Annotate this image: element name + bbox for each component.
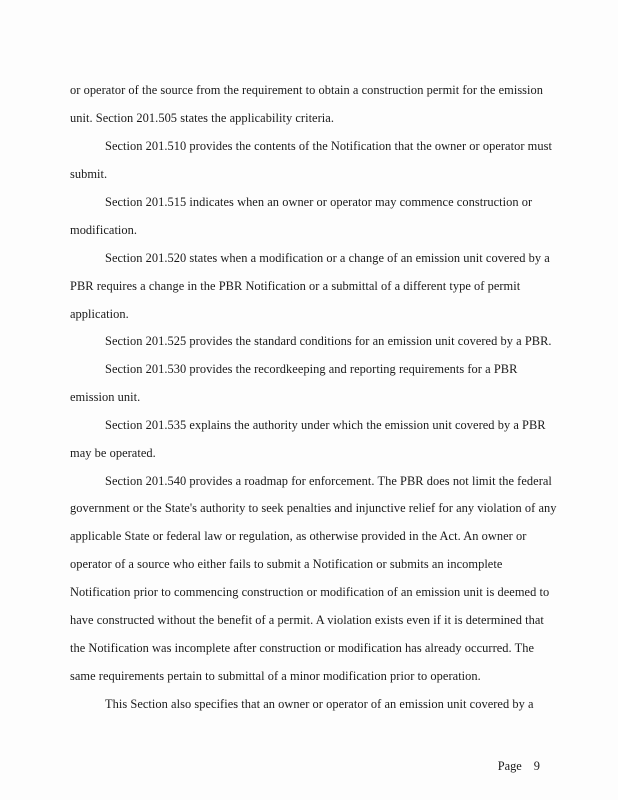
page-number: 9 <box>533 759 540 773</box>
text-line: Section 201.515 indicates when an owner or operator may commence construction or <box>105 195 533 209</box>
page-footer <box>498 759 540 774</box>
text-line: or operator of the source from the requirement to obtain a construction permit for the emission <box>70 83 544 97</box>
text-line: the Notification was incomplete after construction or modification has already occurred. The <box>70 641 535 655</box>
text-line: government or the State's authority to seek penalties and injunctive relief for any violation of any <box>70 501 557 515</box>
text-line: Section 201.530 provides the recordkeeping and reporting requirements for a PBR <box>105 362 518 376</box>
text-line: This Section also specifies that an owner or operator of an emission unit covered by a <box>105 697 534 711</box>
text-line: Section 201.510 provides the contents of the Notification that the owner or operator must <box>105 139 552 153</box>
text-line: have constructed without the benefit of a permit. A violation exists even if it is determined that <box>70 613 544 627</box>
text-line: applicable State or federal law or regulation, as otherwise provided in the Act. An owner or <box>70 529 527 543</box>
text-line: unit. Section 201.505 states the applicability criteria. <box>70 111 334 125</box>
text-line: modification. <box>70 223 138 237</box>
text-line: Section 201.525 provides the standard conditions for an emission unit covered by a PBR. <box>105 334 552 348</box>
text-line: emission unit. <box>70 390 141 404</box>
text-line: submit. <box>70 167 108 181</box>
text-line: same requirements pertain to submittal of a minor modification prior to operation. <box>70 669 481 683</box>
text-line: application. <box>70 307 129 321</box>
text-line: Section 201.540 provides a roadmap for enforcement. The PBR does not limit the federal <box>105 474 552 488</box>
page-label: Page <box>497 759 522 773</box>
text-line: operator of a source who either fails to submit a Notification or submits an incomplete <box>70 557 503 571</box>
text-line: Section 201.520 states when a modification or a change of an emission unit covered by a <box>105 251 550 265</box>
text-line: Section 201.535 explains the authority under which the emission unit covered by a PBR <box>105 418 546 432</box>
text-line: Notification prior to commencing construction or modification of an emission unit is deemed to <box>70 585 550 599</box>
text-line: may be operated. <box>70 446 156 460</box>
text-line: PBR requires a change in the PBR Notification or a submittal of a different type of permit <box>70 279 521 293</box>
